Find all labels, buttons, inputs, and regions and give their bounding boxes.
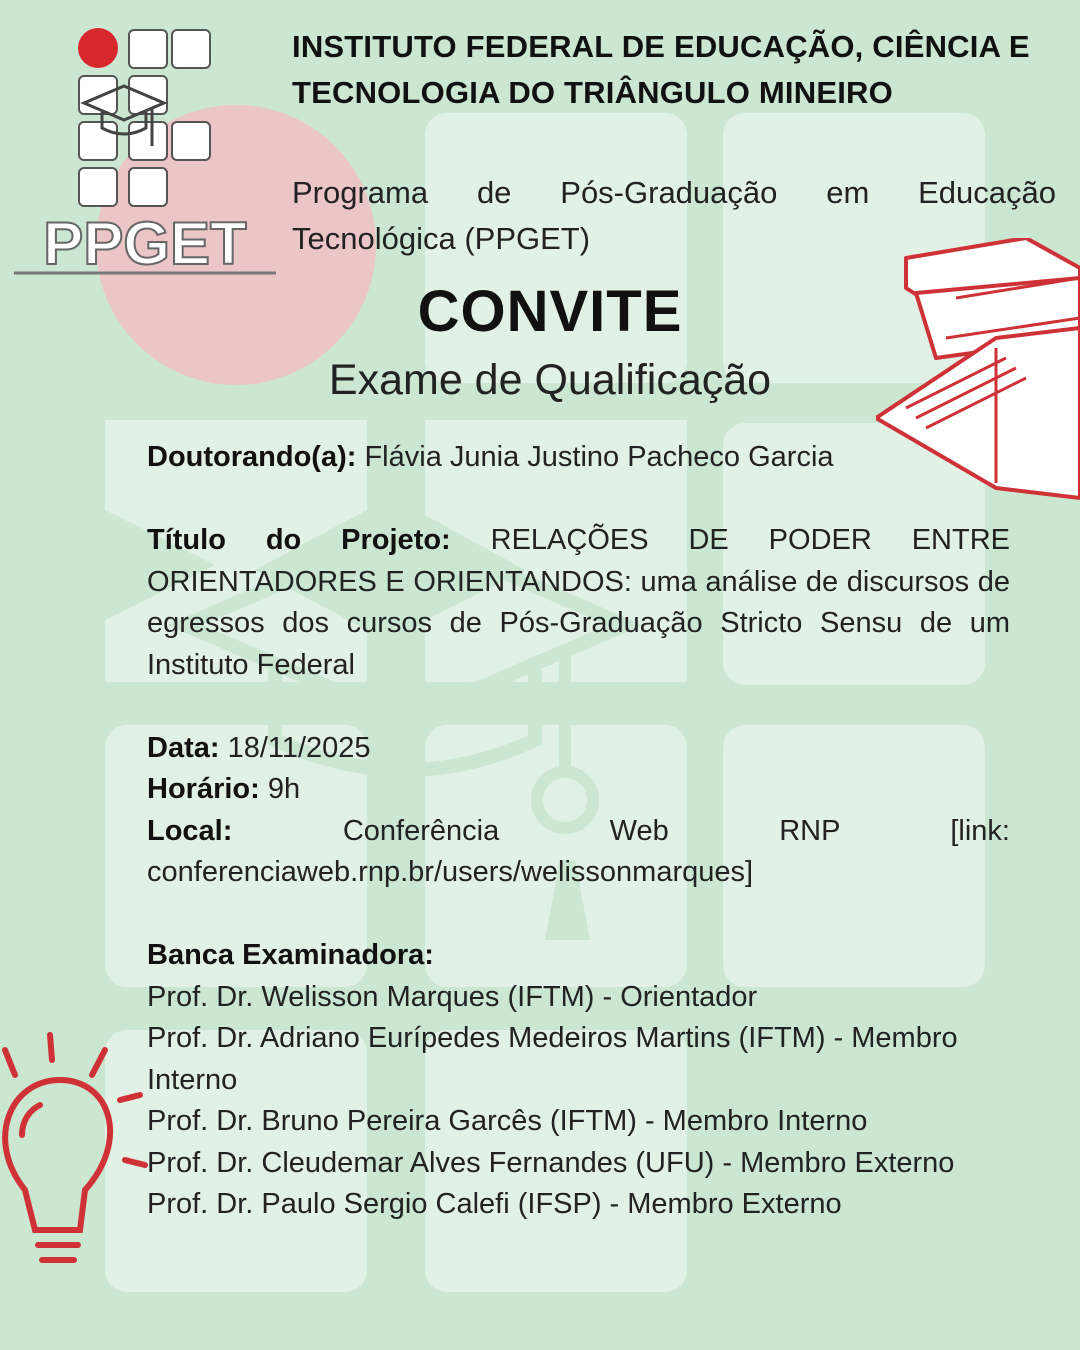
student-line (147, 437, 1010, 479)
logo-text: PPGET (43, 210, 247, 277)
time-label: Horário: (147, 773, 260, 805)
committee-heading: Banca Examinadora: (147, 939, 434, 971)
committee-member: Prof. Dr. Welisson Marques (IFTM) - Orientador (147, 980, 758, 1013)
institution-name: INSTITUTO FEDERAL DE EDUCAÇÃO, CIÊNCIA E TECNOLOGIA DO TRIÂNGULO MINEIRO (292, 29, 1030, 110)
time-value: 9h (259, 773, 301, 805)
event-details (147, 437, 1010, 1226)
project-title: RELAÇÕES DE PODER ENTRE ORIENTADORES E ORIENTANDOS: uma análise de discursos de egressos dos cursos de Pós-Graduação Stricto Sensu de um Instituto Federal (147, 524, 1010, 681)
committee-member: Prof. Dr. Cleudemar Alves Fernandes (UFU) - Membro Externo (147, 1146, 955, 1179)
page-title: CONVITE (417, 279, 683, 344)
header (292, 24, 1056, 262)
committee-member: Prof. Dr. Bruno Pereira Garcês (IFTM) - Membro Interno (147, 1105, 868, 1137)
location-value: Conferência Web RNP [link: conferenciaweb.rnp.br/users/welissonmarques] (147, 814, 1010, 888)
committee-member: Prof. Dr. Adriano Eurípedes Medeiros Martins (IFTM) - Membro Interno (147, 1022, 958, 1096)
time-line (147, 769, 1010, 811)
lightbulb-icon (0, 1030, 150, 1280)
location-line (147, 811, 1010, 894)
date-value: 18/11/2025 (219, 731, 371, 764)
student-name: Flávia Junia Justino Pacheco Garcia (356, 441, 834, 473)
location-label: Local: (147, 814, 233, 847)
project-label: Título do Projeto: (147, 524, 451, 556)
date-line (147, 728, 1010, 770)
project-line (147, 520, 1010, 686)
page-subtitle: Exame de Qualificação (328, 356, 772, 404)
program-name: Programa de Pós-Graduação em Educação Tecnológica (PPGET) (292, 175, 1056, 256)
committee-member: Prof. Dr. Paulo Sergio Calefi (IFSP) - Membro Externo (147, 1188, 842, 1220)
date-label: Data: (147, 731, 220, 764)
student-label: Doutorando(a): (147, 441, 357, 473)
ppget-logo (14, 18, 276, 280)
